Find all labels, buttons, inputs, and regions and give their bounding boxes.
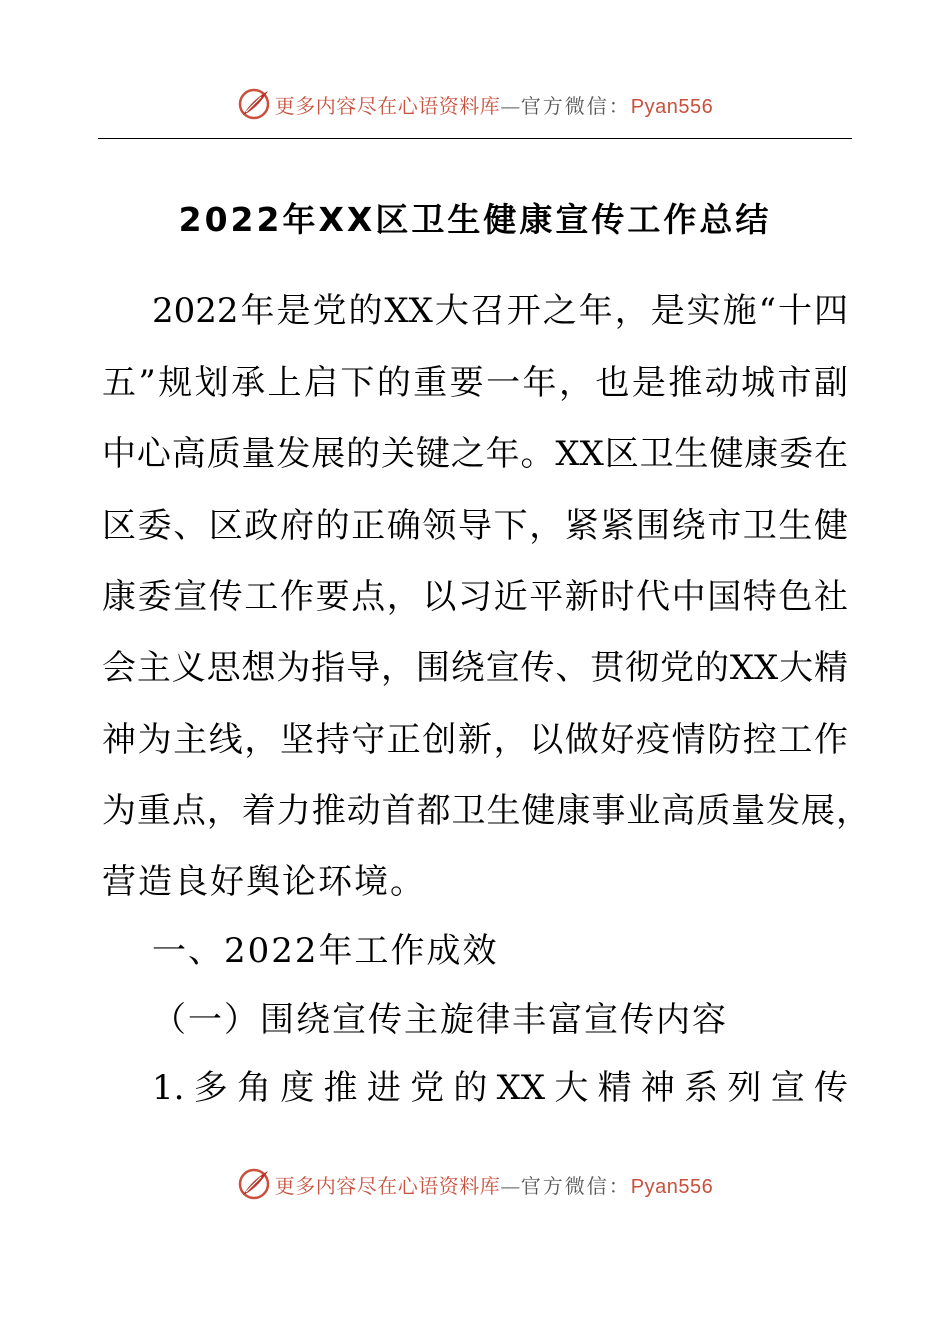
subsection-heading: （一）围绕宣传主旋律丰富宣传内容	[152, 1000, 728, 1040]
body-line: 会主义思想为指导，围绕宣传、贯彻党的XX大精	[102, 648, 848, 688]
footer-watermark-banner	[0, 1162, 950, 1206]
quill-logo-icon	[237, 87, 271, 121]
header-watermark-banner	[0, 82, 950, 126]
banner-wechat-id: Pyan556	[630, 1175, 714, 1198]
banner-wechat-label: 官方微信：	[520, 1173, 631, 1198]
banner-slogan: 更多内容尽在心语资料库	[274, 1173, 501, 1198]
banner-wechat-id: Pyan556	[630, 95, 714, 118]
body-line: 神为主线，坚持守正创新，以做好疫情防控工作	[102, 720, 848, 760]
quill-logo-icon	[237, 1167, 271, 1201]
body-line: 为重点，着力推动首都卫生健康事业高质量发展，	[102, 791, 870, 831]
item-heading: 1.多角度推进党的XX大精神系列宣传	[152, 1068, 848, 1108]
body-line: 区委、区政府的正确领导下，紧紧围绕市卫生健	[102, 506, 848, 546]
body-line: 营造良好舆论环境。	[102, 862, 426, 902]
banner-wechat-label: 官方微信：	[520, 93, 631, 118]
body-line: 中心高质量发展的关键之年。XX区卫生健康委在	[102, 434, 848, 474]
banner-slogan: 更多内容尽在心语资料库	[274, 93, 501, 118]
banner-separator: —	[500, 93, 521, 118]
body-line: 五”规划承上启下的重要一年，也是推动城市副	[102, 363, 848, 403]
body-line: 2022年是党的XX大召开之年，是实施“十四	[152, 291, 848, 331]
banner-text	[275, 90, 713, 119]
header-divider	[98, 138, 852, 139]
banner-text	[275, 1170, 713, 1199]
body-line: 康委宣传工作要点，以习近平新时代中国特色社	[102, 577, 848, 617]
document-title: 2022年XX区卫生健康宣传工作总结	[178, 200, 772, 239]
section-heading: 一、2022年工作成效	[152, 931, 499, 971]
banner-separator: —	[500, 1173, 521, 1198]
